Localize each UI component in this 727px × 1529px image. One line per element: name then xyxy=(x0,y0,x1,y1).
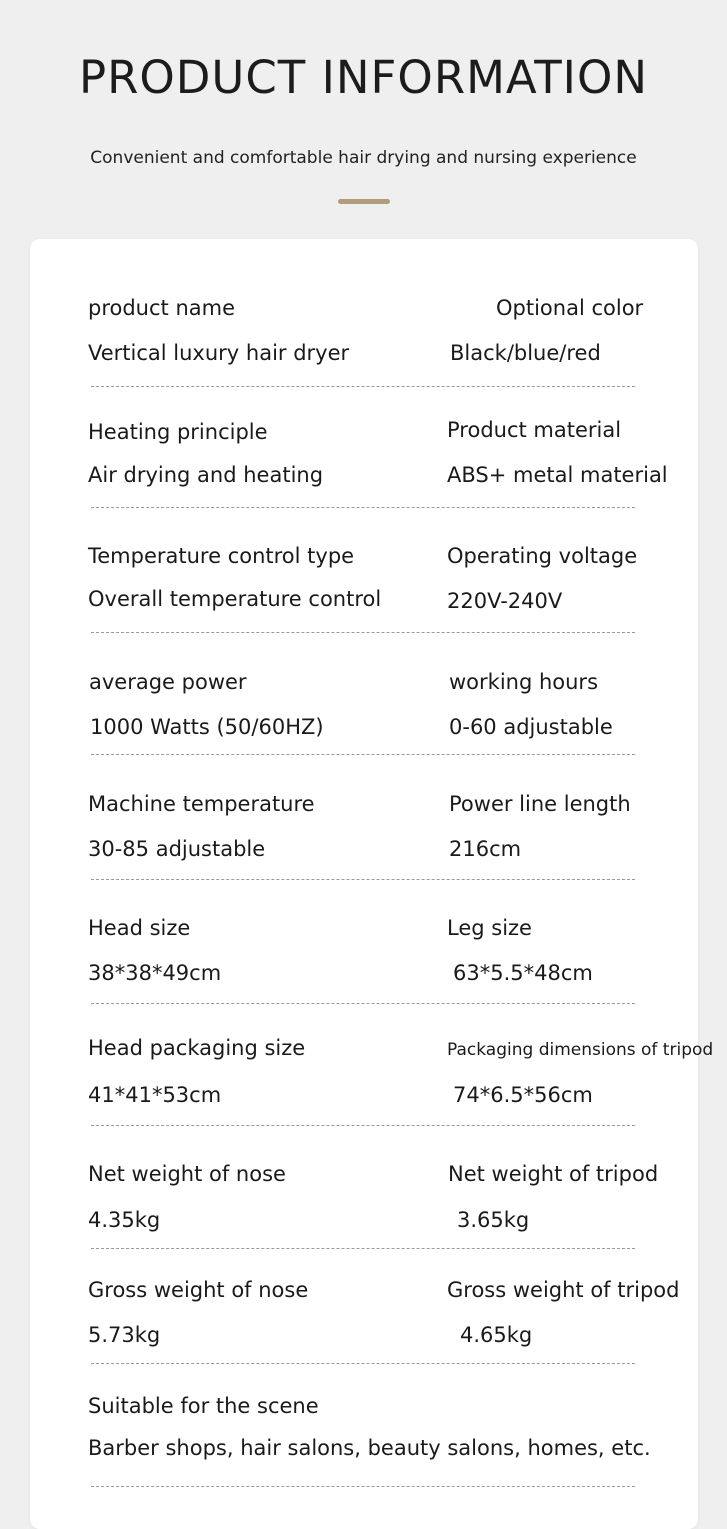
row-divider xyxy=(91,879,635,880)
accent-divider xyxy=(338,199,390,204)
spec-value-net-weight-tripod: 3.65kg xyxy=(457,1208,530,1232)
spec-label-machine-temperature: Machine temperature xyxy=(88,792,315,816)
spec-value-gross-weight-tripod: 4.65kg xyxy=(460,1323,533,1347)
spec-value-working-hours: 0-60 adjustable xyxy=(449,715,613,739)
spec-label-head-packaging-size: Head packaging size xyxy=(88,1036,306,1060)
spec-label-temperature-control: Temperature control type xyxy=(88,544,355,568)
row-divider xyxy=(91,1486,635,1487)
row-divider xyxy=(91,386,635,387)
page-title: PRODUCT INFORMATION xyxy=(78,51,649,104)
scene-value: Barber shops, hair salons, beauty salons, homes, etc. xyxy=(88,1436,651,1460)
spec-value-machine-temperature: 30-85 adjustable xyxy=(88,837,266,861)
spec-label-net-weight-nose: Net weight of nose xyxy=(88,1162,286,1186)
spec-label-optional-color: Optional color xyxy=(496,296,644,320)
spec-label-gross-weight-nose: Gross weight of nose xyxy=(88,1278,309,1302)
spec-label-net-weight-tripod: Net weight of tripod xyxy=(448,1162,659,1186)
spec-label-gross-weight-tripod: Gross weight of tripod xyxy=(447,1278,680,1302)
spec-label-leg-size: Leg size xyxy=(447,916,532,940)
spec-card xyxy=(30,239,714,1529)
row-divider xyxy=(91,1003,635,1004)
row-divider xyxy=(91,1363,635,1364)
row-divider xyxy=(91,754,635,755)
spec-value-net-weight-nose: 4.35kg xyxy=(88,1208,161,1232)
spec-value-leg-size: 63*5.5*48cm xyxy=(453,961,593,985)
row-divider xyxy=(91,632,635,633)
spec-label-power-line-length: Power line length xyxy=(449,792,631,816)
spec-label-working-hours: working hours xyxy=(449,670,599,694)
spec-value-power-line-length: 216cm xyxy=(449,837,522,861)
spec-label-product-material: Product material xyxy=(447,418,622,442)
row-divider xyxy=(91,1125,635,1126)
spec-value-head-size: 38*38*49cm xyxy=(88,961,222,985)
spec-label-average-power: average power xyxy=(89,670,247,694)
spec-value-gross-weight-nose: 5.73kg xyxy=(88,1323,161,1347)
spec-value-operating-voltage: 220V-240V xyxy=(447,589,563,613)
row-divider xyxy=(91,1248,635,1249)
spec-value-product-name: Vertical luxury hair dryer xyxy=(88,341,350,365)
spec-label-operating-voltage: Operating voltage xyxy=(447,544,638,568)
spec-value-temperature-control: Overall temperature control xyxy=(88,587,382,611)
spec-label-head-size: Head size xyxy=(88,916,191,940)
spec-value-optional-color: Black/blue/red xyxy=(450,341,601,365)
row-divider xyxy=(91,507,635,508)
spec-value-heating-principle: Air drying and heating xyxy=(88,463,324,487)
spec-value-tripod-packaging: 74*6.5*56cm xyxy=(453,1083,593,1107)
spec-value-product-material: ABS+ metal material xyxy=(447,463,668,487)
spec-label-heating-principle: Heating principle xyxy=(88,420,268,444)
page-subtitle: Convenient and comfortable hair drying and nursing experience xyxy=(90,148,637,168)
spec-value-head-packaging-size: 41*41*53cm xyxy=(88,1083,222,1107)
spec-label-product-name: product name xyxy=(88,296,235,320)
scene-label: Suitable for the scene xyxy=(88,1394,319,1418)
spec-value-average-power: 1000 Watts (50/60HZ) xyxy=(90,715,324,739)
spec-label-tripod-packaging: Packaging dimensions of tripod xyxy=(447,1040,714,1060)
